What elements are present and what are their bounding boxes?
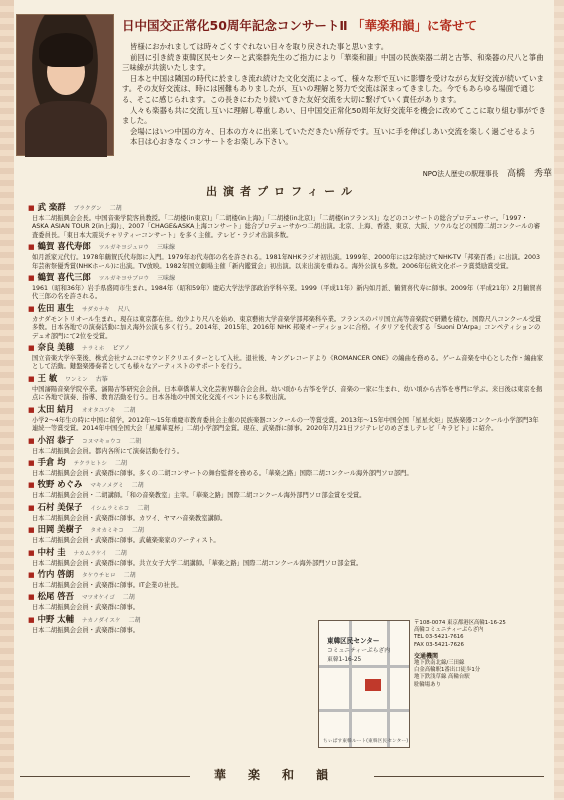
performer-instrument: 古筝 bbox=[95, 375, 108, 383]
map-subtitle: コミュニティーぷらざ内 bbox=[327, 648, 391, 654]
performer-name: 手倉 均 bbox=[37, 456, 66, 467]
map-road bbox=[319, 665, 409, 668]
performer-name: 小沼 恭子 bbox=[37, 434, 75, 445]
greeting-paragraph: 本日は心おきなくコンサートをお楽しみ下さい。 bbox=[130, 137, 293, 147]
bullet-icon: ■ bbox=[28, 615, 35, 624]
performer-kana: タオカミキコ bbox=[90, 528, 124, 535]
access-title: 交通機関 bbox=[414, 652, 439, 660]
access-item: 地下鉄南北線/三田線 bbox=[414, 660, 465, 667]
map-address: 東韓1-16-25 bbox=[327, 657, 362, 663]
performer-bio: 日本二胡振興会会員・武楽群に師事。武蔵楽楽家のアーティスト。 bbox=[32, 537, 220, 545]
page-title bbox=[122, 16, 552, 38]
venue-map bbox=[318, 620, 410, 748]
profile-heading: 出演者プロフィール bbox=[206, 185, 358, 198]
performer-entry bbox=[28, 479, 544, 500]
photo-hair-shape bbox=[39, 33, 93, 67]
performer-entry bbox=[28, 303, 544, 341]
performer-entry bbox=[28, 241, 544, 271]
greeting-paragraph: 会場にはいつ中国の方々、日本の方々に出来していただきたい所存です。互いに手を伸ばしあい交流を楽しく過ごせるよう bbox=[130, 126, 536, 136]
performer-kana: サダカナキ bbox=[82, 306, 110, 313]
performer-bio: カナダモントリオール生まれ。現在は東京都在住。幼少より尺八を始め、東京藝術大学音楽学部邦楽科卒業。フランスのパリ国立高等音楽院で研鑽を積む。国際尺八コンクール受賞多数。日本各地での演奏活動に加え海外公演も多く行う。2014年、2015年、2016年 NHK 邦楽オーディションに合格。イタリアを代表する「Suoni D'Arpa」コンペティションのデュオ部門にて2位を受賞。 bbox=[32, 315, 542, 340]
performer-kana: コヌマキョウコ bbox=[82, 438, 122, 445]
performer-entry bbox=[28, 457, 544, 478]
performer-bio: 日本二胡振興会会員・武楽群に師事。カワイ、ヤマハ音楽教室講師。 bbox=[32, 514, 227, 522]
bullet-icon: ■ bbox=[28, 503, 35, 512]
performer-entry bbox=[28, 272, 544, 302]
performer-name: 太田 結月 bbox=[37, 403, 75, 414]
performer-entry bbox=[28, 435, 544, 456]
footer-rule-left bbox=[20, 776, 190, 777]
bullet-icon: ■ bbox=[28, 374, 35, 383]
performer-kana: ツルガキヨサブロウ bbox=[98, 276, 150, 283]
performer-name: 鶴賀 喜代寿郎 bbox=[37, 241, 91, 252]
performer-name: 鶴賀 喜代三郎 bbox=[37, 272, 91, 283]
access-item: 白金高輪駅1番出口徒歩1分 bbox=[414, 667, 481, 674]
venue-postal: 〒108-0074 東京都港区高輪1-16-25 bbox=[414, 620, 506, 626]
performer-bio: 日本二胡振興会会員・二胡講師。「和の音楽教室」主宰。「華楽之路」国際二胡コンクール海外部門ソロ部金賞を受賞。 bbox=[32, 492, 366, 500]
greeting-paragraph: 前回に引き続き東韓区民センターと武楽群先生のご指力により「華楽和韻」中国の民族楽器二胡と古筝、和楽器の尺八と箏曲三味線が共演いたします。 bbox=[122, 52, 544, 73]
performer-header bbox=[28, 591, 544, 604]
performer-kana: ナカムラケイ bbox=[73, 550, 107, 557]
performer-instrument: 三味線 bbox=[157, 244, 176, 252]
performer-bio: 日本二胡振興会会員・武楽群に師事。多くの二胡コンサートの舞台監督を務める。「華楽之路」国際二胡コンクール海外部門ソロ部門。 bbox=[32, 469, 413, 477]
performer-kana: マキノメグミ bbox=[90, 483, 124, 490]
bullet-icon: ■ bbox=[28, 304, 35, 313]
performer-name: 田岡 美樹子 bbox=[37, 524, 83, 535]
greeting-paragraph: 人々も楽器も共に交流し互いに理解し尊重しあい、日中国交正常化50周年友好交流年を機会に改めてここに取り組む事ができました。 bbox=[122, 105, 546, 126]
map-note: ちぃばす東韓ルート(東韓区民センター) bbox=[323, 739, 409, 744]
performer-bio: 日本二胡振興会会長。中国音楽学院客員教授。「二胡楼(in東京)」「二胡楼(in上海)」「二胡楼(in北京)」「二胡楼(inフランス)」などのコンサートの総合プロデューサー。「1997・ASKA ASIAN TOUR 2(in上海)」、2007「CHAGE&ASKA上海コンサート」総合プロデューサかつ二胡出演。北京、上海、香港、東京、大阪、ソウルなどの国際二胡コンクールの審査委員長。「東日本大震災チャリティーコンサート」を多く主催。テレビ・ラジオ出演多数。 bbox=[32, 215, 541, 239]
performer-header bbox=[28, 373, 544, 386]
venue-info bbox=[414, 620, 554, 748]
footer-rule-right bbox=[374, 776, 544, 777]
venue-tel: TEL 03-5421-7616 bbox=[414, 634, 464, 641]
performer-photo bbox=[16, 14, 114, 156]
performer-header bbox=[28, 241, 544, 254]
performer-header bbox=[28, 303, 544, 316]
performer-instrument: 三味線 bbox=[157, 275, 176, 283]
right-border-decoration bbox=[554, 0, 564, 800]
performer-bio: 日本二胡振興会会員・武楽群に師事。 bbox=[32, 626, 140, 634]
performer-bio: 如月派家元代行。1978年鶴賀氏代寿郎に入門。1979年お代寿郎の名を許される。1981年NHKラジオ初出演。1999年、2000年には2年続けてNHK-TV「邦楽百番」に出演。2003年芸術祭優秀賞(NHKホール)に出演。TV放映。1982年国立劇場主催「新内鑑賞会」初出演。以来出演を重ねる。海外公演も多数。2006年伝統文化ポーラ賞奨励賞受賞。 bbox=[32, 254, 541, 270]
performer-kana: テクラヒトシ bbox=[73, 460, 108, 467]
performer-kana: ナラミホ bbox=[82, 346, 105, 353]
performer-name: 王 敏 bbox=[37, 372, 58, 383]
performer-header bbox=[28, 404, 544, 417]
performer-instrument: 尺八 bbox=[117, 305, 130, 313]
performer-entry bbox=[28, 502, 544, 523]
performer-header bbox=[28, 569, 544, 582]
performer-name: 竹内 啓朗 bbox=[37, 568, 75, 579]
performer-bio: 中国瀋陽音楽学院卒業。瀋陽古筝研究会会員。日本華僑華人文化芸術界聯合会会員。幼い頃から古筝を学び、音楽の一家に生まれ、幼い頃から古筝を専門に学ぶ。来日後は東京を拠点に各地で演奏、指導、教育活動を行う。日本各地の中国文化交流イベントにも多数出演。 bbox=[32, 385, 543, 402]
performer-header bbox=[28, 457, 544, 470]
performer-list bbox=[28, 202, 544, 636]
performer-bio: 日本二胡振興会会員。都内各所にて演奏活動を行う。 bbox=[32, 447, 184, 455]
performer-name: 中野 太輔 bbox=[37, 613, 75, 624]
performer-header bbox=[28, 342, 544, 355]
performer-bio: 国立音楽大学卒業後、株式会社ナムコにサウンドクリエイターとして入社。退社後、キングレコードより《ROMANCER ONE》の編曲を務める。ゲーム音楽を中心とした作・編曲家として活動。鍵盤楽器奏者としても様々なアーティストのサポートを行う。 bbox=[32, 355, 544, 371]
bullet-icon: ■ bbox=[28, 593, 35, 602]
bullet-icon: ■ bbox=[28, 481, 35, 490]
performer-entry bbox=[28, 342, 544, 372]
map-venue-sub bbox=[327, 645, 390, 663]
greeting-text bbox=[122, 42, 550, 148]
signature-name: 高橋 秀華 bbox=[506, 169, 552, 179]
venue-marker bbox=[365, 679, 381, 691]
performer-kana: ワンミン bbox=[65, 376, 88, 383]
performer-header bbox=[28, 272, 544, 285]
performer-instrument: 二胡 bbox=[131, 482, 144, 490]
concert-title: 日中国交正常化50周年記念コンサートⅡ bbox=[122, 18, 348, 33]
performer-header bbox=[28, 435, 544, 448]
performer-instrument: 二胡 bbox=[109, 205, 122, 212]
signature-org: NPO法人歴史の駅理事長 bbox=[422, 170, 499, 178]
performer-entry bbox=[28, 524, 544, 545]
performer-name: 武 楽群 bbox=[37, 202, 66, 212]
performer-entry bbox=[28, 547, 544, 568]
troupe-title: 「華楽和韻」に寄せて bbox=[352, 18, 478, 33]
performer-instrument: 二胡 bbox=[123, 571, 136, 579]
performer-instrument: 二胡 bbox=[128, 616, 141, 624]
performer-kana: イシムラミホコ bbox=[90, 505, 130, 512]
performer-kana: ナカノダイスケ bbox=[82, 617, 121, 624]
bullet-icon: ■ bbox=[28, 570, 35, 579]
performer-entry bbox=[28, 569, 544, 590]
bullet-icon: ■ bbox=[28, 243, 35, 252]
venue-fax: FAX 03-5421-7626 bbox=[414, 641, 464, 648]
performer-instrument: ピアノ bbox=[112, 345, 130, 353]
performer-name: 石村 美保子 bbox=[37, 501, 83, 512]
left-border-decoration bbox=[0, 0, 14, 800]
performer-bio: 日本二胡振興会会員・武楽群に師事。共立女子大学二胡講師。「華楽之路」国際二胡コンクール海外部門ソロ部金賞。 bbox=[32, 559, 363, 567]
performer-name: 松尾 啓吾 bbox=[37, 591, 75, 602]
performer-header bbox=[28, 502, 544, 515]
performer-header bbox=[28, 202, 544, 215]
venue-facility: 高輪コミュニティーぷらざ内 bbox=[414, 627, 484, 634]
map-road bbox=[387, 621, 390, 747]
bullet-icon: ■ bbox=[28, 548, 35, 557]
performer-name: 中村 圭 bbox=[37, 546, 66, 557]
performer-bio: 日本二胡振興会会員・武楽群に師事。IT企業の社長。 bbox=[32, 581, 183, 589]
performer-kana: マツオケイゴ bbox=[82, 595, 115, 602]
access-item: 駐輪場あり bbox=[414, 681, 441, 688]
greeting-paragraph: 日本と中国は隣国の時代に於ましき流れ続けた文化交流によって、様々な形で互いに影響を受けながら友好交流が続いています。その友好交流は、時には困難もありましたが、互いの理解と努力で交流は深まってきました。今でもあらゆる場面で通じる、そこに感じられます。この長きにわたり続いてきた友好交流を大切に繋げていく責任があります。 bbox=[122, 73, 544, 104]
performer-instrument: 二胡 bbox=[122, 594, 135, 602]
performer-instrument: 二胡 bbox=[123, 406, 136, 414]
access-list bbox=[414, 660, 554, 689]
performer-name: 奈良 美穂 bbox=[37, 342, 75, 353]
bullet-icon: ■ bbox=[28, 344, 35, 353]
performer-kana: ブラクグン bbox=[73, 206, 102, 212]
performer-header bbox=[28, 479, 544, 492]
bullet-icon: ■ bbox=[28, 405, 35, 414]
signature bbox=[332, 166, 552, 179]
map-road bbox=[319, 709, 409, 712]
map-venue-title: 東韓区民センター bbox=[327, 637, 380, 645]
performer-instrument: 二胡 bbox=[115, 459, 128, 467]
bullet-icon: ■ bbox=[28, 274, 35, 283]
greeting-paragraph: 皆様におかれましては時々ごくすぐれない日々を取り戻された事と思います。 bbox=[130, 42, 389, 51]
performer-kana: オオタユヅキ bbox=[82, 407, 116, 414]
bullet-icon: ■ bbox=[28, 204, 35, 212]
footer-brand: 華楽和韻 bbox=[213, 768, 350, 782]
performer-kana: タケウチヒロ bbox=[82, 572, 116, 579]
access-item: 地下鉄浅草線 高輪台駅 bbox=[414, 674, 470, 681]
performer-instrument: 二胡 bbox=[131, 527, 144, 535]
performer-name: 佐田 恵生 bbox=[37, 302, 75, 313]
performer-bio: 小学2〜4年生の時に中国に留学。2012年〜15年重慶市教育委員会主催の民族楽器コンクールの一等賞受賞。2013年〜15年中国全国「星星火炬」民族楽器コンクール小学部門3年連続一等賞受賞。2014年中国全国大会「星耀華夏杯」二胡小学部門金賞。現在、武楽群に師事。2020年7月21日フジテレビのめざましテレビ「キラビト」に紹介。 bbox=[32, 416, 539, 433]
performer-instrument: 二胡 bbox=[129, 437, 142, 445]
photo-robe-shape bbox=[25, 101, 107, 157]
performer-header bbox=[28, 547, 544, 560]
performer-bio: 日本二胡振興会会員・武楽群に師事。 bbox=[32, 604, 140, 612]
bullet-icon: ■ bbox=[28, 436, 35, 445]
performer-header bbox=[28, 524, 544, 537]
performer-entry bbox=[28, 202, 544, 240]
performer-name: 牧野 めぐみ bbox=[37, 479, 83, 490]
performer-instrument: 二胡 bbox=[114, 549, 127, 557]
performer-instrument: 二胡 bbox=[137, 504, 150, 512]
performer-entry bbox=[28, 591, 544, 612]
performer-bio: 1961（昭和36年）岩手県盛岡市生まれ。1984年（昭和59年）慶応大学法学部政治学科卒業。1999（平成11年）新内如月派、鶴賀喜代寿に師事。2009年（平成21年）2月鶴賀喜代三郎の名を許される。 bbox=[32, 285, 542, 301]
performer-kana: ツルガキヨジュロウ bbox=[98, 245, 150, 252]
footer bbox=[0, 760, 564, 800]
performer-entry bbox=[28, 404, 544, 434]
bullet-icon: ■ bbox=[28, 458, 35, 467]
bullet-icon: ■ bbox=[28, 526, 35, 535]
performer-entry bbox=[28, 373, 544, 403]
